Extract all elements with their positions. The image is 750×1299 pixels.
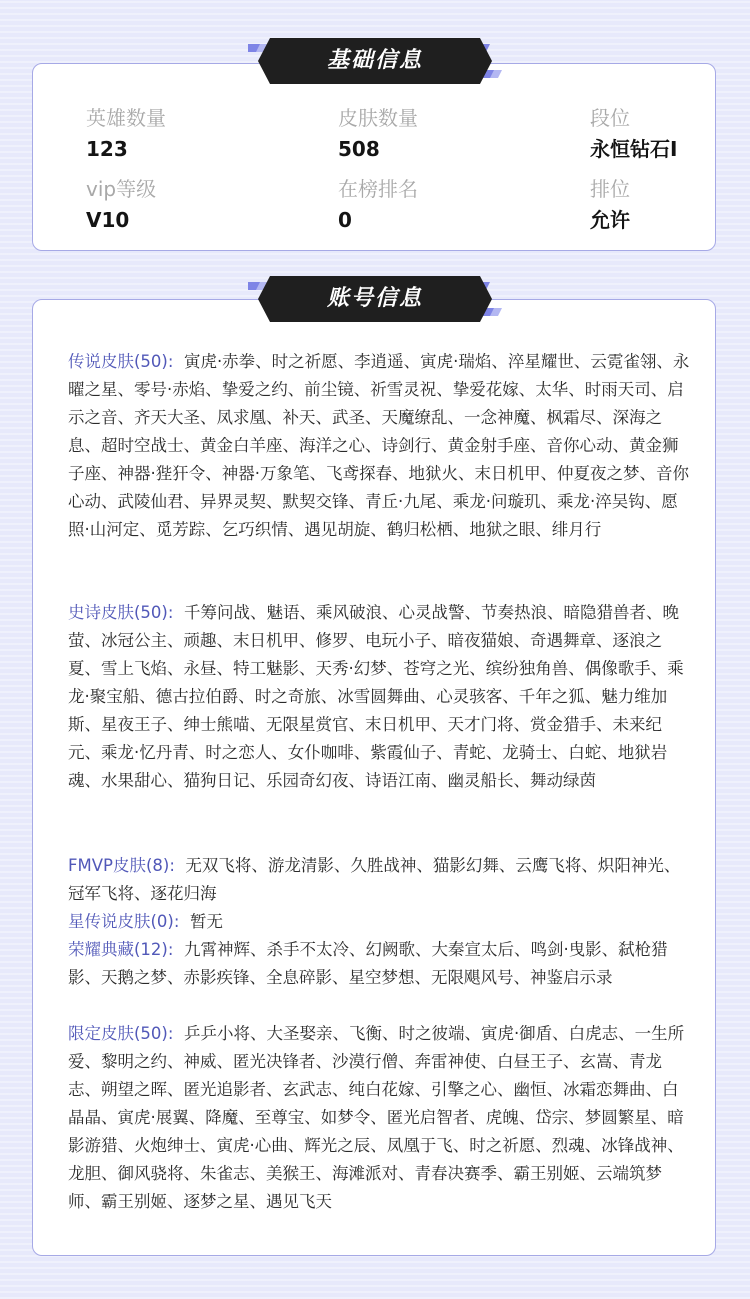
basic-info-title-banner xyxy=(248,38,502,84)
stat-leaderboard-rank xyxy=(338,175,418,234)
stat-value: 0 xyxy=(338,208,352,232)
category-items: 寅虎·赤拳、时之祈愿、李逍遥、寅虎·瑞焰、淬星耀世、云霓雀翎、永曜之星、零号·赤焰、挚爱之约、前尘镜、祈雪灵祝、挚爱花嫁、太华、时雨天司、启示之音、齐天大圣、凤求凰、补天、武圣、天魔缭乱、一念神魔、枫霜尽、深海之息、超时空战士、黄金白羊座、海洋之心、诗剑行、黄金射手座、音你心动、黄金狮子座、神器·狴犴令、神器·万象笔、飞鸢探春、地狱火、末日机甲、仲夏夜之梦、音你心动、武陵仙君、异界灵契、默契交锋、青丘·九尾、乘龙·问璇玑、乘龙·淬吴钩、愿照·山河定、觅芳踪、乞巧织情、遇见胡旋、鹤归松栖、地狱之眼、绯月行 xyxy=(68,352,690,539)
category-label: 荣耀典藏(12): xyxy=(68,940,174,959)
skin-category-glory-collection xyxy=(68,936,694,992)
skin-category-fmvp xyxy=(68,852,694,908)
account-info-title: 账号信息 xyxy=(326,286,423,311)
stat-vip-level xyxy=(86,175,156,234)
stat-hero-count xyxy=(86,104,166,163)
category-items: 无双飞将、游龙清影、久胜战神、猫影幻舞、云鹰飞将、炽阳神光、冠军飞将、逐花归海 xyxy=(68,856,681,903)
stat-value: 508 xyxy=(338,137,380,161)
stat-label: 在榜排名 xyxy=(338,177,418,201)
stat-ranked-allowed xyxy=(590,175,630,234)
category-label: 史诗皮肤(50): xyxy=(68,603,174,622)
skin-category-star-legend xyxy=(68,908,694,936)
skin-category-legend xyxy=(68,348,694,544)
stat-label: 段位 xyxy=(590,106,630,130)
skin-category-limited xyxy=(68,1020,694,1216)
category-label: 星传说皮肤(0): xyxy=(68,912,180,931)
stat-label: 英雄数量 xyxy=(86,106,166,130)
category-label: FMVP皮肤(8): xyxy=(68,856,175,875)
category-items: 乒乒小将、大圣娶亲、飞衡、时之彼端、寅虎·御盾、白虎志、一生所爱、黎明之约、神威、匿光决锋者、沙漠行僧、奔雷神使、白昼王子、玄嵩、青龙志、朔望之晖、匿光追影者、玄武志、纯白花嫁、引擎之心、幽恒、冰霜恋舞曲、白晶晶、寅虎·展翼、降魔、至尊宝、如梦令、匿光启智者、虎魄、岱宗、梦圆繁星、暗影游猎、火炮绅士、寅虎·心曲、辉光之辰、凤凰于飞、时之祈愿、烈魂、冰锋战神、龙胆、御风骁将、朱雀志、美猴王、海滩派对、青春决赛季、霸王别姬、云端筑梦师、霸王别姬、逐梦之星、遇见飞天 xyxy=(68,1024,685,1211)
category-items: 暂无 xyxy=(189,912,223,931)
stat-label: vip等级 xyxy=(86,177,157,201)
stat-value: V10 xyxy=(86,208,130,232)
category-items: 千筹问战、魅语、乘风破浪、心灵战警、节奏热浪、暗隐猎兽者、晚萤、冰冠公主、顽趣、末日机甲、修罗、电玩小子、暗夜猫娘、奇遇舞章、逐浪之夏、雪上飞焰、永昼、特工魅影、天秀·幻梦、苍穹之光、缤纷独角兽、偶像歌手、乘龙·聚宝船、德古拉伯爵、时之奇旅、冰雪圆舞曲、心灵骇客、千年之狐、魅力维加斯、星夜王子、绅士熊喵、无限星赏官、末日机甲、天才门将、赏金猎手、未来纪元、乘龙·忆丹青、时之恋人、女仆咖啡、紫霞仙子、青蛇、龙骑士、白蛇、地狱岩魂、水果甜心、猫狗日记、乐园奇幻夜、诗语江南、幽灵船长、舞动绿茵 xyxy=(68,603,684,790)
stat-value: 允许 xyxy=(590,208,630,232)
stat-value: 123 xyxy=(86,137,128,161)
stat-rank-tier xyxy=(590,104,677,163)
stat-skin-count xyxy=(338,104,418,163)
account-info-title-banner xyxy=(248,276,502,322)
category-label: 传说皮肤(50): xyxy=(68,352,174,371)
skin-category-epic xyxy=(68,599,694,795)
category-items: 九霄神辉、杀手不太冷、幻阙歌、大秦宣太后、鸣剑·曳影、弑枪猎影、天鹅之梦、赤影疾锋、全息碎影、星空梦想、无限飓风号、神鉴启示录 xyxy=(68,940,668,987)
stat-label: 皮肤数量 xyxy=(338,106,418,130)
stat-label: 排位 xyxy=(590,177,630,201)
stat-value: 永恒钻石I xyxy=(590,137,678,161)
basic-info-title: 基础信息 xyxy=(326,48,423,73)
category-label: 限定皮肤(50): xyxy=(68,1024,174,1043)
